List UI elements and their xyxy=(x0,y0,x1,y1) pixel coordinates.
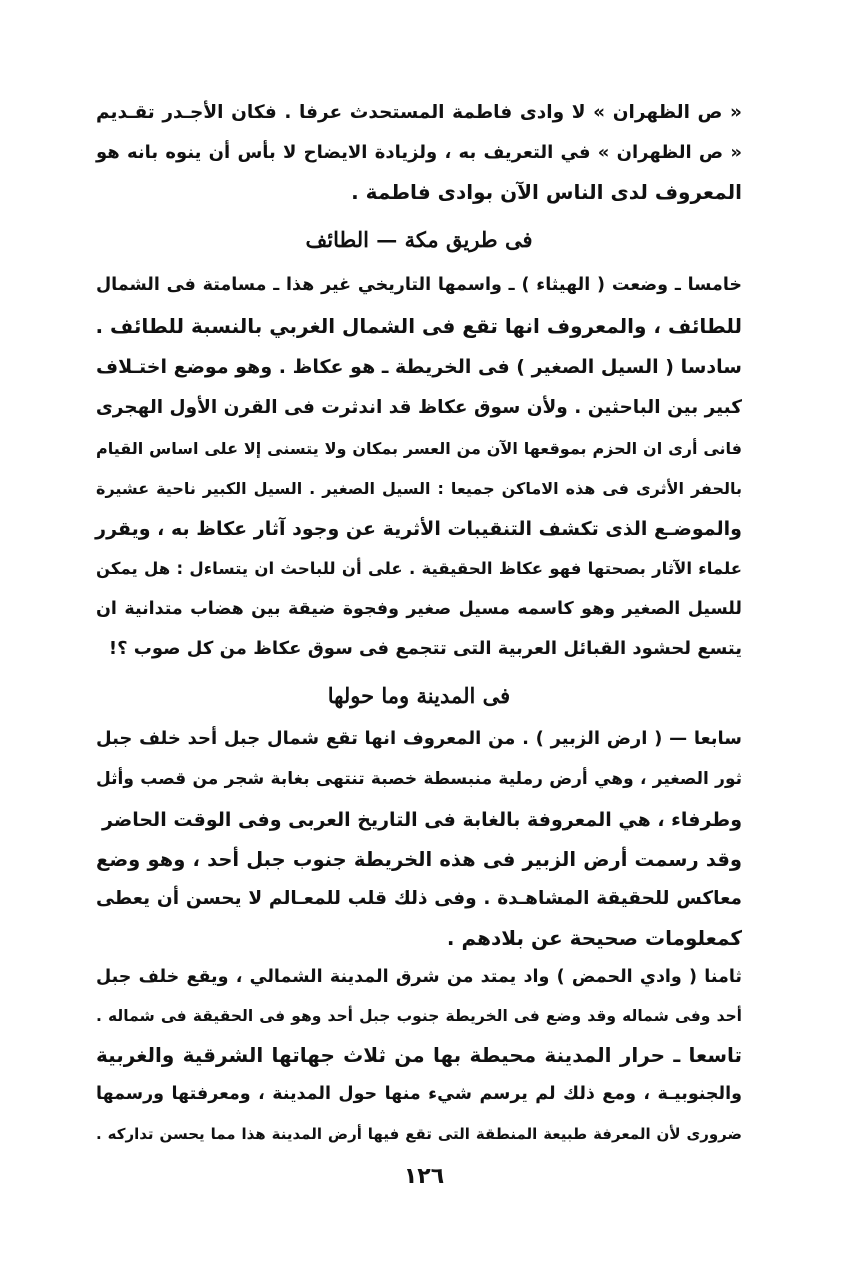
section-heading: فى المدينة وما حولها xyxy=(327,683,511,708)
text-line: بالحفر الأثرى فى هذه الاماكن جميعا : السيل الصغير . السيل الكبير ناحية عشيرة xyxy=(96,479,742,498)
text-line: فانى أرى ان الحزم بموقعها الآن من العسر بمكان ولا يتسنى إلا على اساس القيام xyxy=(96,439,742,458)
text-line: « ص الظهران » لا وادى فاطمة المستحدث عرفا . فكان الأجـدر تقـديم xyxy=(96,102,742,123)
text-line: ثامنا ( وادي الحمض ) واد يمتد من شرق المدينة الشمالي ، ويقع خلف جبل xyxy=(96,967,742,987)
text-line: سابعا — ( ارض الزبير ) . من المعروف انها تقع شمال جبل أحد خلف جبل xyxy=(96,728,742,749)
text-line: أحد وفى شماله وقد وضع فى الخريطة جنوب جبل أحد وهو فى الحقيقة فى شماله . xyxy=(96,1007,742,1025)
text-line: علماء الآثار بصحتها فهو عكاظ الحقيقية . على أن للباحث ان يتساءل : هل يمكن xyxy=(96,559,742,578)
page-number: ١٢٦ xyxy=(403,1164,445,1189)
text-line: كمعلومات صحيحة عن بلادهم . xyxy=(446,926,742,950)
text-line: تاسعا ـ حرار المدينة محيطة بها من ثلاث جهاتها الشرقية والغربية xyxy=(96,1043,742,1067)
text-line: والجنوبيـة ، ومع ذلك لم يرسم شيء منها حول المدينة ، ومعرفتها ورسمها xyxy=(96,1084,742,1104)
text-line: المعروف لدى الناس الآن بوادى فاطمة . xyxy=(351,180,742,204)
text-line: وقد رسمت أرض الزبير فى هذه الخريطة جنوب جبل أحد ، وهو وضع xyxy=(96,848,742,871)
text-line: والموضـع الذى تكشف التنقيبات الأثرية عن وجود آثار عكاظ به ، ويقرر xyxy=(95,518,742,540)
text-line: للطائف ، والمعروف انها تقع فى الشمال الغربي بالنسبة للطائف . xyxy=(95,314,742,338)
section-heading: فى طريق مكة — الطائف xyxy=(305,227,533,252)
text-line: يتسع لحشود القبائل العربية التى تتجمع فى سوق عكاظ من كل صوب ؟! xyxy=(108,638,742,659)
text-line: « ص الظهران » في التعريف به ، ولزيادة الايضاح لا بأس أن ينوه بانه هو xyxy=(96,142,742,163)
text-line: ثور الصغير ، وهي أرض رملية منبسطة خصبة تنتهى بغابة شجر من قصب وأثل xyxy=(96,769,742,789)
text-line: كبير بين الباحثين . ولأن سوق عكاظ قد اندثرت فى القرن الأول الهجرى xyxy=(95,397,742,418)
text-line: وطرفاء ، هي المعروفة بالغابة فى التاريخ العربى وفى الوقت الحاضر xyxy=(102,809,742,831)
text-line: خامسا ـ وضعت ( الهيثاء ) ـ واسمها التاريخي غير هذا ـ مسامتة فى الشمال xyxy=(96,275,742,295)
text-line: سادسا ( السيل الصغير ) فى الخريطة ـ هو عكاظ . وهو موضع اختـلاف xyxy=(96,356,742,378)
text-line: للسيل الصغير وهو كاسمه مسيل صغير وفجوة ضيقة بين هضاب متدانية ان xyxy=(96,599,742,619)
text-line: ضرورى لأن المعرفة طبيعة المنطقة التى تقع فيها أرض المدينة هذا مما يحسن تداركه . xyxy=(96,1125,742,1143)
text-line: معاكس للحقيقة المشاهـدة . وفى ذلك قلب للمعـالم لا يحسن أن يعطى xyxy=(96,888,742,909)
